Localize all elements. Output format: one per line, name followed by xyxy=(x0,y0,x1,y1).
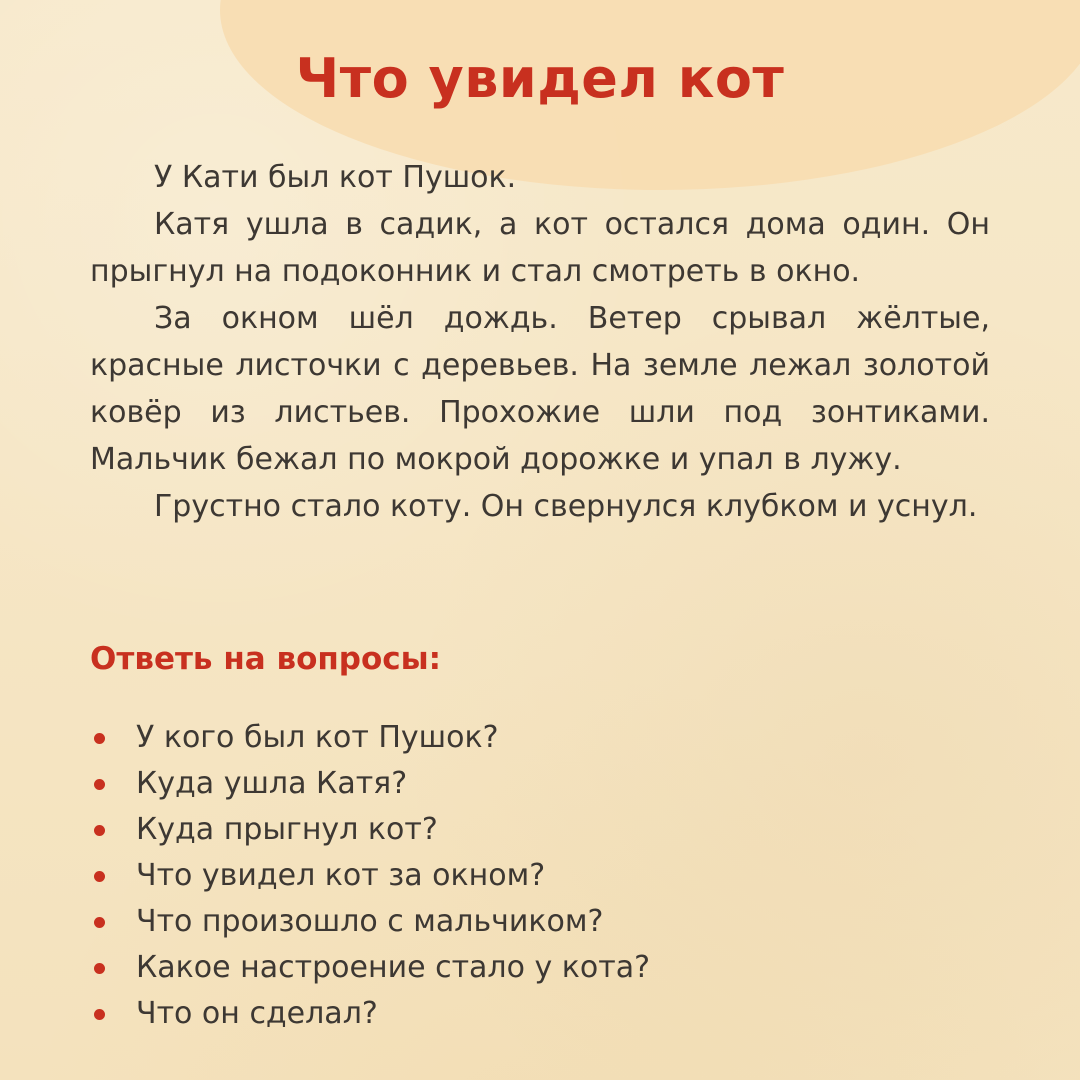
question-item xyxy=(94,991,650,1037)
bullet-icon xyxy=(94,1009,105,1020)
bullet-icon xyxy=(94,871,105,882)
question-item xyxy=(94,853,650,899)
question-item xyxy=(94,899,650,945)
question-text: Куда прыгнул кот? xyxy=(136,812,438,847)
question-text: Что произошло с мальчиком? xyxy=(136,904,604,939)
bullet-icon xyxy=(94,825,105,836)
question-text: Какое настроение стало у кота? xyxy=(136,950,651,985)
story-text xyxy=(90,154,990,530)
story-paragraph-1: У Кати был кот Пушок. xyxy=(154,160,517,195)
question-item xyxy=(94,807,650,853)
question-list xyxy=(94,715,650,1037)
story-paragraph-3: За окном шёл дождь. Ветер срывал жёлтые, красные листочки с деревьев. На земле лежал золотой ковёр из листьев. Прохожие шли под зонтиками. Мальчик бежал по мокрой дорожке и упал в лужу. xyxy=(90,301,990,477)
bullet-icon xyxy=(94,917,105,928)
question-item xyxy=(94,761,650,807)
question-text: Что увидел кот за окном? xyxy=(136,858,546,893)
question-item xyxy=(94,715,650,761)
questions-title: Ответь на вопросы: xyxy=(90,641,442,677)
question-text: У кого был кот Пушок? xyxy=(136,720,499,755)
bullet-icon xyxy=(94,963,105,974)
page-title: Что увидел кот xyxy=(295,47,785,110)
story-paragraph-4: Грустно стало коту. Он свернулся клубком и уснул. xyxy=(154,489,978,524)
question-item xyxy=(94,945,650,991)
bullet-icon xyxy=(94,779,105,790)
bullet-icon xyxy=(94,733,105,744)
question-text: Куда ушла Катя? xyxy=(136,766,408,801)
story-paragraph-2: Катя ушла в садик, а кот остался дома один. Он прыгнул на подоконник и стал смотреть в окно. xyxy=(90,207,990,289)
question-text: Что он сделал? xyxy=(136,996,378,1031)
